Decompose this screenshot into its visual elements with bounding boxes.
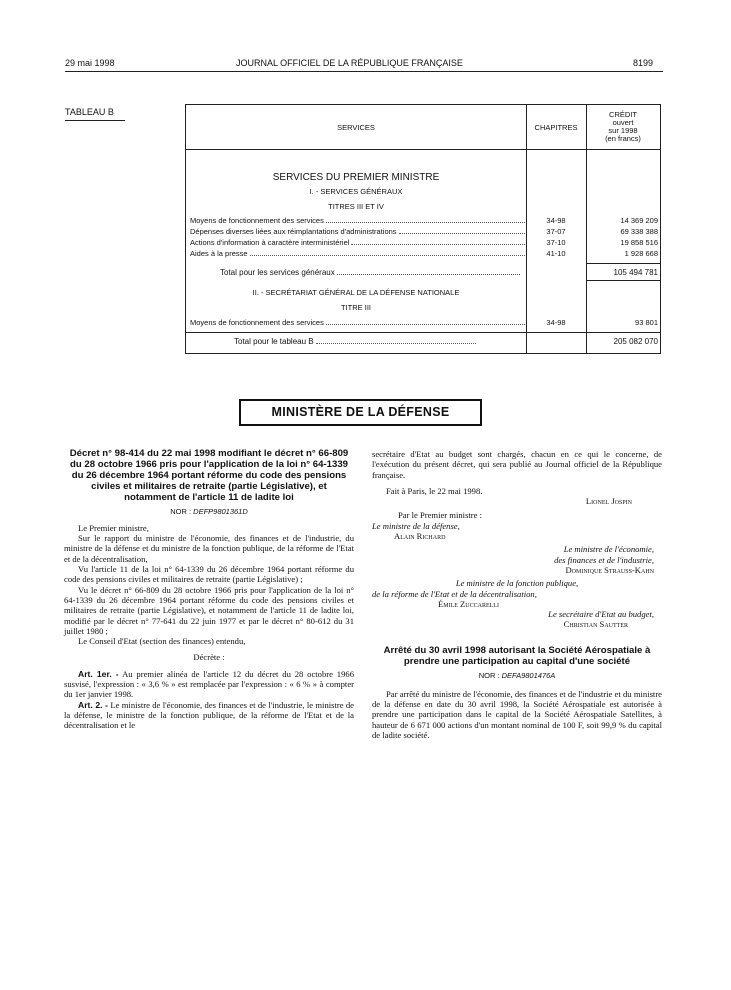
table-label: TABLEAU B bbox=[65, 107, 114, 117]
preamble-pm: Le Premier ministre, bbox=[78, 522, 149, 533]
par-le-premier-ministre: Par le Premier ministre : bbox=[398, 510, 483, 521]
decrete: Décrète : bbox=[193, 652, 225, 663]
total-divider bbox=[186, 332, 660, 333]
preamble-rapport: Sur le rapport du ministre de l'économie, des finances et de l'industrie, du ministre de la défense et du ministre de la fonction publique, de la réforme de l'Etat et de la décentralisation, bbox=[64, 533, 354, 564]
chapitre-cell: 34-98 bbox=[546, 318, 566, 327]
signature-economy: Dominique Strauss-Kahn bbox=[565, 564, 654, 575]
header-date: 29 mai 1998 bbox=[65, 58, 115, 68]
montant-cell: 69 338 388 bbox=[620, 227, 658, 236]
table-row: Aides à la presse bbox=[190, 249, 525, 258]
subsection-1: I. - SERVICES GÉNÉRAUX bbox=[309, 187, 403, 196]
table-row: Actions d'information à caractère interministériel bbox=[190, 238, 525, 247]
total-row: Total pour les services généraux bbox=[220, 268, 520, 277]
decret-right-column bbox=[372, 449, 662, 740]
preamble-vu-1: Vu l'article 11 de la loi n° 64-1339 du 26 décembre 1964 portant réforme du code des pensions civiles et militaires de retraite (partie Législative) ; bbox=[64, 564, 354, 585]
chapitre-cell: 37-07 bbox=[546, 227, 566, 236]
minister-economy-title-2: des finances et de l'industrie, bbox=[554, 554, 654, 565]
table-row: Moyens de fonctionnement des services bbox=[190, 216, 525, 225]
signature-defense: Alain Richard bbox=[394, 531, 446, 542]
ministry-heading: MINISTÈRE DE LA DÉFENSE bbox=[239, 399, 482, 426]
article-2-continued: secrétaire d'Etat au budget sont chargés, chacun en ce qui le concerne, de l'exécution du présent décret, qui sera publié au Journal officiel de la République française. bbox=[372, 449, 662, 480]
article-1: Art. 1er. - Au premier alinéa de l'article 12 du décret du 28 octobre 1966 susvisé, l'expression : « 3,6 % » est remplacée par l'expression : « 6 % » à compter du 1er janvier 1998. bbox=[64, 668, 354, 700]
montant-cell: 14 369 209 bbox=[620, 216, 658, 225]
chapitre-cell: 34-98 bbox=[546, 216, 566, 225]
minister-fonction-publique-title: Le ministre de la fonction publique, bbox=[455, 578, 579, 589]
secretary-budget-title: Le secrétaire d'Etat au budget, bbox=[548, 609, 654, 620]
arrete-text: Par arrêté du ministre de l'économie, des finances et de l'industrie et du ministre de la défense en date du 30 avril 1998, la Société Aérospatiale est autorisée à prendre une participation dans le capital de la Société Aérospatiale Satellites, à hauteur de 6 671 000 actions d'un montant nominal de 100 F, soit 99,9 % du capital de ladite société. bbox=[372, 688, 662, 741]
decret-title: Décret n° 98-414 du 22 mai 1998 modifiant le décret n° 66-809 du 28 octobre 1966 pris pour l'application de la loi n° 64-1339 du 26 décembre 1964 portant réforme du code des pensions civiles et militaires de retraite (partie Législative), et notamment de l'article 11 de ladite loi bbox=[69, 448, 349, 503]
article-2: Art. 2. - Le ministre de l'économie, des finances et de l'industrie, le ministre de la défense, le ministre de la fonction publique, de la réforme de l'Etat et de la décentralisation et le bbox=[64, 699, 354, 731]
chapitre-cell: 37-10 bbox=[546, 238, 566, 247]
chapitre-cell: 41-10 bbox=[546, 249, 566, 258]
header-rule bbox=[65, 71, 663, 72]
subtotal-rule bbox=[586, 280, 660, 281]
titres-1: TITRES III ET IV bbox=[328, 202, 384, 211]
table-row: Dépenses diverses liées aux réimplantations d'administrations bbox=[190, 227, 525, 236]
section-title: SERVICES DU PREMIER MINISTRE bbox=[272, 172, 440, 183]
grand-total-amount: 205 082 070 bbox=[613, 337, 658, 346]
montant-cell: 93 801 bbox=[635, 318, 658, 327]
preamble-vu-2: Vu le décret n° 66-809 du 28 octobre 1966 pris pour l'application de la loi n° 64-1339 du 26 décembre 1964 portant réforme du code des pensions civiles et militaires de retraite (partie Législative), et notamment de l'article 11 de ladite loi, modifié par le décret n° 77-641 du 22 juin 1977 et par le décret n° 80-612 du 31 juillet 1980 ; bbox=[64, 584, 354, 636]
col-header-services: SERVICES bbox=[337, 123, 375, 132]
fait-a-paris: Fait à Paris, le 22 mai 1998. bbox=[386, 485, 483, 496]
arrete-title: Arrêté du 30 avril 1998 autorisant la Société Aérospatiale à prendre une participation au capital d'une société bbox=[383, 644, 651, 667]
col-header-credit: CRÉDIT ouvert sur 1998 (en francs) bbox=[605, 110, 641, 143]
page-number: 8199 bbox=[633, 58, 654, 68]
minister-defense-title: Le ministre de la défense, bbox=[372, 520, 460, 531]
total-amount: 105 494 781 bbox=[613, 268, 658, 277]
minister-fonction-publique-title-2: de la réforme de l'Etat et de la décentralisation, bbox=[372, 588, 537, 599]
header-divider bbox=[186, 149, 660, 150]
grand-total-label: Total pour le tableau B bbox=[234, 337, 476, 346]
preamble-conseil: Le Conseil d'Etat (section des finances) entendu, bbox=[78, 636, 246, 647]
montant-cell: 1 928 668 bbox=[624, 249, 658, 258]
titres-2: TITRE III bbox=[341, 303, 371, 312]
decret-left-column bbox=[64, 449, 354, 730]
table-row: Moyens de fonctionnement des services bbox=[190, 318, 525, 327]
subtotal-rule bbox=[586, 263, 660, 264]
signature-budget: Christian Sautter bbox=[563, 619, 628, 630]
journal-title: JOURNAL OFFICIEL DE LA RÉPUBLIQUE FRANÇAISE bbox=[236, 58, 463, 68]
signature-pm: Lionel Jospin bbox=[585, 496, 632, 507]
col-header-chapitres: CHAPITRES bbox=[534, 123, 578, 132]
minister-economy-title: Le ministre de l'économie, bbox=[563, 544, 654, 555]
subsection-2: II. - SECRÉTARIAT GÉNÉRAL DE LA DÉFENSE NATIONALE bbox=[252, 288, 460, 297]
decret-nor: NOR : DEFP9801361D bbox=[170, 506, 248, 516]
arrete-nor: NOR : DEFA9801476A bbox=[478, 670, 556, 680]
montant-cell: 19 858 516 bbox=[620, 238, 658, 247]
table-label-rule bbox=[65, 120, 125, 121]
credit-table bbox=[185, 104, 661, 354]
signature-fonction-publique: Émile Zuccarelli bbox=[438, 598, 499, 609]
